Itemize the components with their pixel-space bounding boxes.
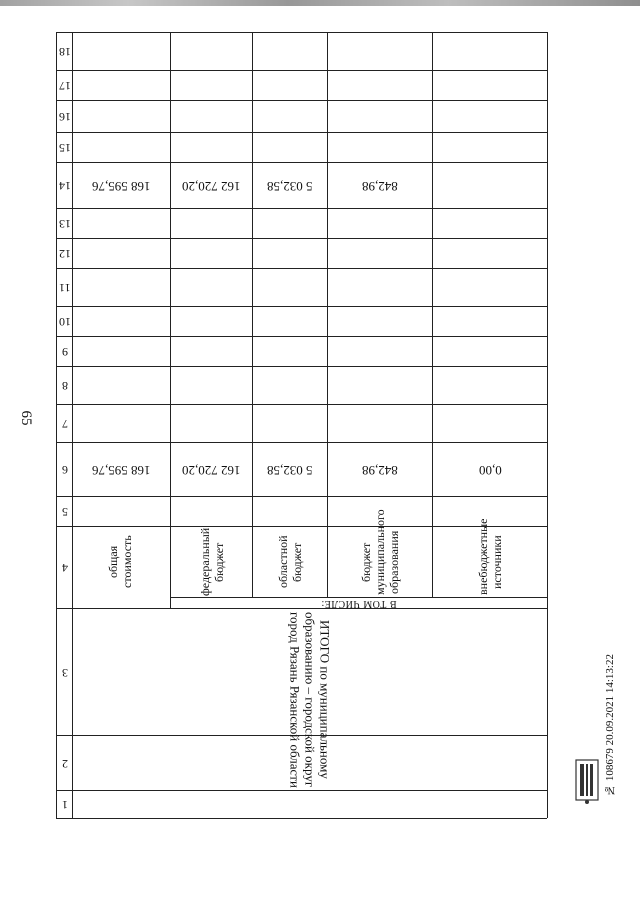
- col-number: 14: [58, 179, 71, 193]
- category-label: федеральный бюджет: [197, 527, 226, 597]
- col-number: 13: [58, 217, 71, 231]
- col-number: 7: [61, 417, 68, 431]
- col-number: 11: [58, 281, 71, 295]
- col-number: 16: [58, 110, 71, 124]
- category-label: общая стоимость: [105, 535, 134, 589]
- col-number: 17: [58, 79, 71, 93]
- value-cell: 168 595,76: [92, 178, 151, 194]
- value-cell: 162 720,20: [182, 462, 241, 478]
- col-number: 8: [61, 379, 68, 393]
- value-cell: 0,00: [478, 462, 502, 478]
- page-number: 65: [18, 410, 34, 426]
- col-number: 10: [58, 315, 71, 329]
- col-number: 5: [61, 505, 68, 519]
- value-cell: 5 032,58: [267, 462, 313, 478]
- col-number: 15: [58, 141, 71, 155]
- value-cell: 842,98: [362, 462, 398, 478]
- row-heading: ИТОГО по муниципальному образованию – городской округ город Рязань Рязанской области: [287, 611, 333, 788]
- in-that-number-label: В ТОМ ЧИСЛЕ:: [321, 597, 397, 609]
- category-label: бюджет муниципального образования: [359, 509, 401, 595]
- registration-footer: № 108679 20.09.2021 14:13:22: [604, 654, 616, 796]
- col-number: 4: [61, 561, 68, 575]
- col-number: 18: [58, 45, 71, 59]
- col-number: 3: [61, 665, 68, 680]
- value-cell: 842,98: [362, 178, 398, 194]
- col-number: 12: [58, 247, 71, 261]
- value-cell: 168 595,76: [92, 462, 151, 478]
- value-cell: 5 032,58: [267, 178, 313, 194]
- col-number: 6: [61, 463, 68, 477]
- col-number: 2: [61, 756, 68, 771]
- value-cell: 162 720,20: [182, 178, 241, 194]
- col-number: 1: [61, 798, 68, 812]
- stamp-icon: [572, 756, 602, 806]
- col-number: 9: [61, 345, 68, 359]
- category-label: внебюджетные источники: [476, 518, 504, 595]
- category-label: областной бюджет: [276, 535, 304, 589]
